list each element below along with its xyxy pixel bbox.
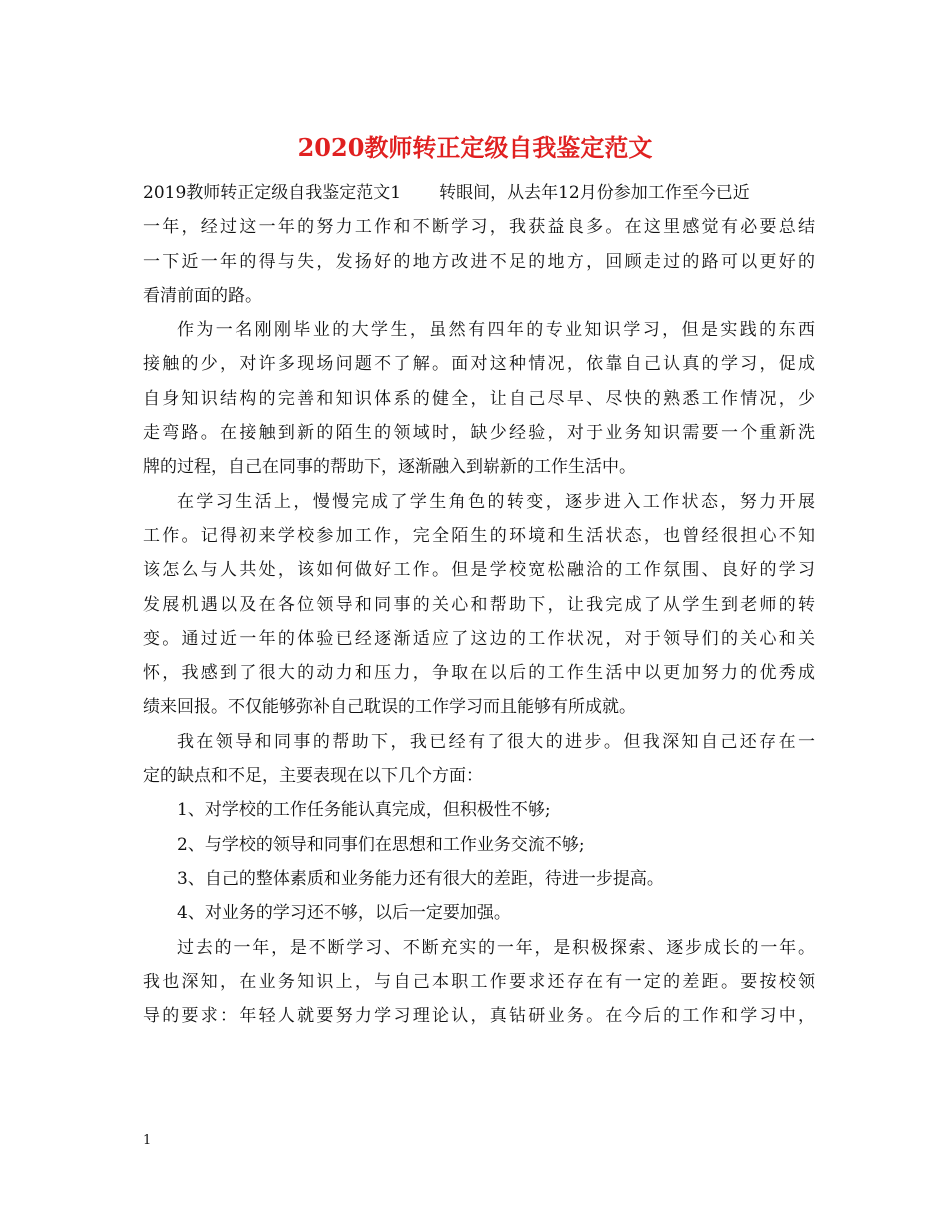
paragraph-line: 绩来回报。不仅能够弥补自己耽误的工作学习而且能够有所成就。 (143, 697, 636, 718)
paragraph-line: 怀，我感到了很大的动力和压力，争取在以后的工作生活中以更加努力的优秀成 (143, 663, 815, 684)
list-item: 4、对业务的学习还不够，以后一定要加强。 (177, 903, 511, 924)
paragraph-line: 该怎么与人共处，该如何做好工作。但是学校宽松融洽的工作氛围、良好的学习 (143, 560, 815, 581)
intro-heading: 2019教师转正定级自我鉴定范文1 (143, 183, 402, 203)
document-body (143, 176, 815, 1033)
paragraph-line: 走弯路。在接触到新的陌生的领域时，缺少经验，对于业务知识需要一个重新洗 (143, 423, 815, 444)
page-number: 1 (143, 1133, 152, 1148)
paragraph-line: 自身知识结构的完善和知识体系的健全，让自己尽早、尽快的熟悉工作情况，少 (143, 388, 815, 409)
intro-first-line (143, 176, 815, 210)
paragraph-line: 过去的一年，是不断学习、不断充实的一年，是积极探索、逐步成长的一年。 (177, 937, 815, 958)
intro-line: 一下近一年的得与失，发扬好的地方改进不足的地方，回顾走过的路可以更好的 (143, 251, 815, 272)
intro-first-line-text: 转眼间，从去年12月份参加工作至今已近 (439, 183, 750, 203)
paragraph-line: 变。通过近一年的体验已经逐渐适应了这边的工作状况，对于领导们的关心和关 (143, 628, 815, 649)
paragraph-line: 牌的过程，自己在同事的帮助下，逐渐融入到崭新的工作生活中。 (143, 457, 636, 478)
paragraph-line: 在学习生活上，慢慢完成了学生角色的转变，逐步进入工作状态，努力开展 (177, 491, 815, 512)
paragraph-line: 我也深知，在业务知识上，与自己本职工作要求还存在有一定的差距。要按校领 (143, 971, 815, 992)
paragraph-line: 工作。记得初来学校参加工作，完全陌生的环境和生活状态，也曾经很担心不知 (143, 525, 815, 546)
intro-line: 一年，经过这一年的努力工作和不断学习，我获益良多。在这里感觉有必要总结 (143, 217, 815, 238)
list-item: 3、自己的整体素质和业务能力还有很大的差距，待进一步提高。 (177, 868, 664, 889)
list-item: 2、与学校的领导和同事们在思想和工作业务交流不够; (177, 834, 585, 855)
intro-line: 看清前面的路。 (143, 285, 262, 306)
paragraph-line: 我在领导和同事的帮助下，我已经有了很大的进步。但我深知自己还存在一 (177, 731, 815, 752)
list-item: 1、对学校的工作任务能认真完成，但积极性不够; (177, 800, 551, 821)
paragraph-line: 导的要求：年轻人就要努力学习理论认，真钻研业务。在今后的工作和学习中， (143, 1006, 815, 1027)
paragraph-line: 发展机遇以及在各位领导和同事的关心和帮助下，让我完成了从学生到老师的转 (143, 594, 815, 615)
paragraph-line: 作为一名刚刚毕业的大学生，虽然有四年的专业知识学习，但是实践的东西 (177, 320, 815, 341)
document-title: 2020教师转正定级自我鉴定范文 (297, 133, 653, 162)
paragraph-line: 接触的少，对许多现场问题不了解。面对这种情况，依靠自己认真的学习，促成 (143, 354, 815, 375)
paragraph-line: 定的缺点和不足，主要表现在以下几个方面： (143, 766, 483, 787)
